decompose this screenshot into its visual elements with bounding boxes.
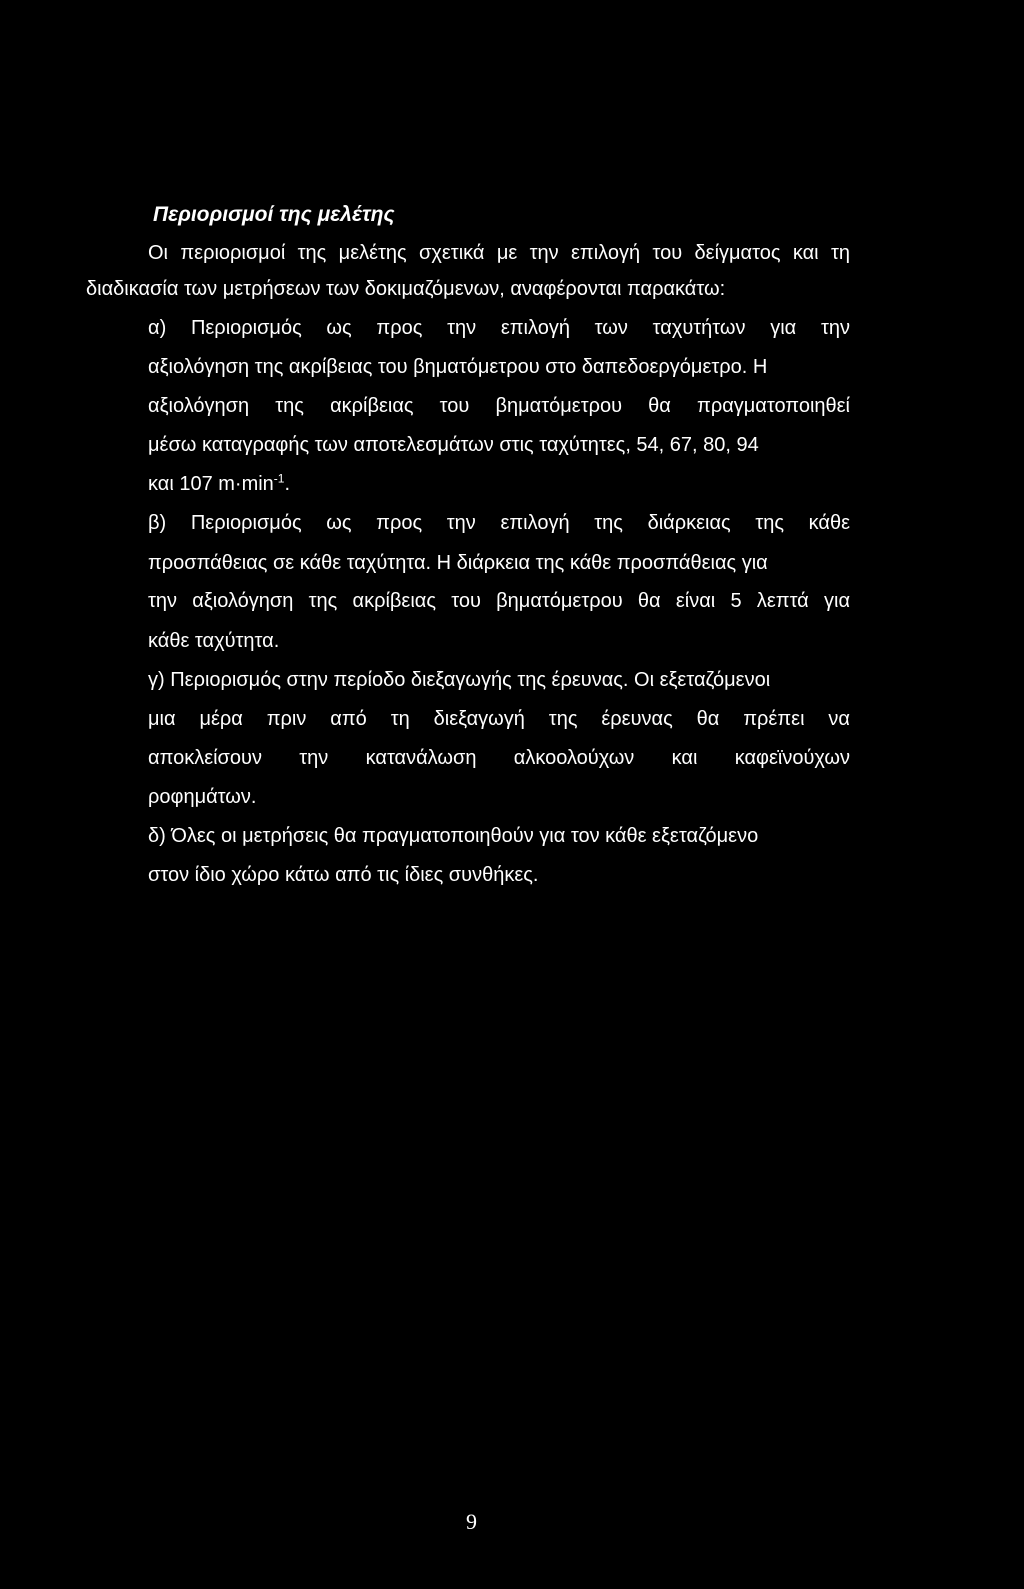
item-c-line-2: μια μέρα πριν από τη διεξαγωγή της έρευνας θα πρέπει να <box>148 708 850 730</box>
item-d-line-2: στον ίδιο χώρο κάτω από τις ίδιες συνθήκες. <box>148 864 539 886</box>
item-c-line-3: αποκλείσουν την κατανάλωση αλκοολούχων και καφεϊνούχων <box>148 747 850 769</box>
item-d-line-1: δ) Όλες οι μετρήσεις θα πραγματοποιηθούν για τον κάθε εξεταζόμενο <box>148 825 759 847</box>
item-c-line-4: ροφημάτων. <box>148 786 257 808</box>
item-b-line-3: την αξιολόγηση της ακρίβειας του βηματόμετρου θα είναι 5 λεπτά για <box>148 590 850 612</box>
item-a-line-5 <box>148 472 290 496</box>
speed-units-text: και 107 m·min <box>148 473 274 495</box>
item-a-line-2: αξιολόγηση της ακρίβειας του βηματόμετρου στο δαπεδοεργόμετρο. Η <box>148 356 768 378</box>
section-heading: Περιορισμοί της μελέτης <box>153 203 395 226</box>
item-b-line-1: β) Περιορισμός ως προς την επιλογή της διάρκειας της κάθε <box>148 512 850 534</box>
item-a-line-3: αξιολόγηση της ακρίβειας του βηματόμετρου θα πραγματοποιηθεί <box>148 395 850 417</box>
item-b-line-2: προσπάθειας σε κάθε ταχύτητα. Η διάρκεια της κάθε προσπάθειας για <box>148 552 768 574</box>
speed-units-superscript: -1 <box>273 471 285 486</box>
item-c-line-1: γ) Περιορισμός στην περίοδο διεξαγωγής της έρευνας. Οι εξεταζόμενοι <box>148 669 771 691</box>
item-a-line-4: μέσω καταγραφής των αποτελεσμάτων στις ταχύτητες, 54, 67, 80, 94 <box>148 434 759 456</box>
page-number: 9 <box>466 1509 477 1534</box>
intro-line-1: Οι περιορισμοί της μελέτης σχετικά με την επιλογή του δείγματος και τη <box>148 242 850 264</box>
speed-units-period: . <box>284 473 291 495</box>
item-a-line-1: α) Περιορισμός ως προς την επιλογή των ταχυτήτων για την <box>148 317 850 339</box>
intro-line-2: διαδικασία των μετρήσεων των δοκιμαζόμενων, αναφέρονται παρακάτω: <box>86 278 726 300</box>
item-b-line-4: κάθε ταχύτητα. <box>148 630 280 652</box>
